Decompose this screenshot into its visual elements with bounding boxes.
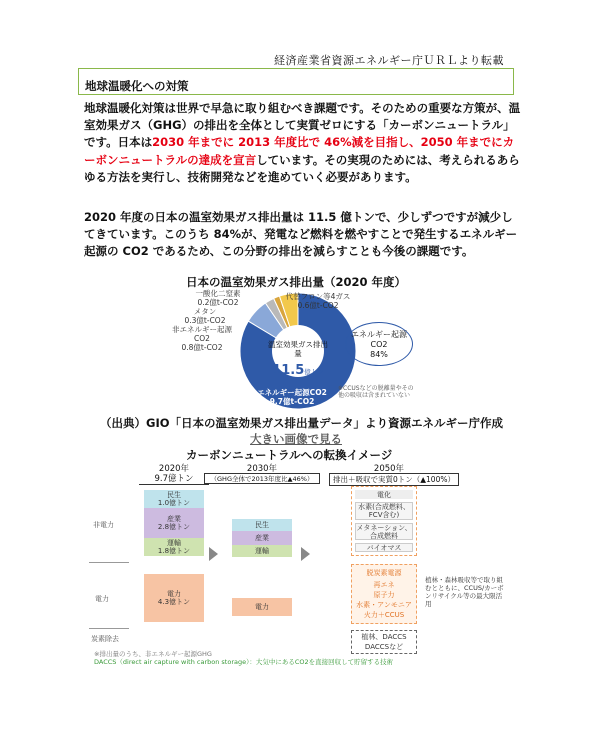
pie-callout-value: 84%	[370, 350, 388, 359]
transition-diagram-title: カーボンニュートラルへの転換イメージ	[186, 448, 393, 462]
pie-center-unit: 億トン	[304, 368, 324, 376]
bar-2020-unyu-value: 1.8億トン	[157, 547, 191, 555]
item-2050-thermal-ccus: 火力＋CCUS	[363, 610, 405, 619]
year-2030-sub: （GHG全体で2013年度比▲46%）	[204, 473, 320, 484]
bar-2020-minsei-value: 1.0億トン	[157, 499, 191, 507]
item-2050-removal-2: DACCSなど	[364, 642, 404, 651]
pie-label-fluorocarbon-value: 0.6億t-CO2	[297, 301, 339, 310]
bar-2020-unyu	[144, 538, 204, 556]
pie-label-nonenergy	[170, 325, 234, 352]
item-2050-decarbon: 脱炭素電源	[366, 569, 402, 577]
bar-2020-power-value: 4.3億トン	[157, 598, 191, 606]
bar-2020-sangyo	[144, 508, 204, 538]
pie-label-methane-name: メタン	[193, 307, 217, 316]
section-title: 地球温暖化への対策	[78, 68, 514, 95]
arrow-2020-2030	[209, 547, 218, 561]
diagram-footnote-1: ※排出量のうち、非エネルギー起源GHG	[94, 650, 212, 658]
bar-2020-minsei-name: 民生	[167, 491, 181, 499]
item-2050-electrify: 電化	[355, 490, 413, 499]
year-2030: 2030年	[246, 464, 278, 474]
pie-label-energy-name: エネルギー起源CO2	[257, 388, 327, 397]
pie-label-methane-value: 0.3億t-CO2	[184, 316, 226, 325]
bar-2020-sangyo-value: 2.8億トン	[157, 523, 191, 531]
pie-center-value	[272, 359, 324, 378]
view-large-image-link[interactable]: 大きい画像で見る	[250, 432, 342, 446]
bar-2030-minsei: 民生	[232, 519, 292, 531]
bar-2030-unyu: 運輸	[232, 545, 292, 557]
row-divider-1	[89, 562, 129, 563]
year-2050: 2050年	[373, 464, 405, 474]
pie-label-methane	[175, 307, 235, 325]
para1-text-3: しています。その実現のためには、考えられるあらゆる方法を実行し、技術開発などを進めていく必要があります。	[84, 152, 520, 184]
pie-center-label: 温室効果ガス排出量	[268, 340, 328, 358]
pie-label-n2o	[188, 289, 248, 307]
pie-label-nonenergy-value: 0.8億t-CO2	[181, 343, 223, 352]
bar-2020-power-name: 電力	[167, 590, 181, 598]
row-label-removal: 炭素除去	[91, 635, 119, 643]
year-2020: 2020年	[158, 464, 190, 474]
para1-highlight: 2030 年までに 2013 年度比で 46%減を目指し、2050 年までにカーボンニュートラルの達成を宣言	[84, 135, 515, 167]
item-2050-methanation: メタネーション、合成燃料	[356, 523, 412, 540]
pie-label-fluorocarbon	[276, 292, 360, 310]
bar-2020-unyu-name: 運輸	[167, 539, 181, 547]
item-2050-renewable: 再エネ	[373, 580, 395, 589]
year-2020-sub: 9.7億トン	[139, 472, 209, 485]
bar-2020-minsei	[144, 490, 204, 508]
row-label-nonpower: 非電力	[93, 521, 114, 529]
item-2050-nuclear: 原子力	[373, 590, 395, 599]
row-divider-2	[89, 628, 129, 629]
pie-label-n2o-value: 0.2億t-CO2	[197, 298, 239, 307]
diagram-footnote-2: DACCS（direct air capture with carbon storage）：大気中にあるCO2を直接回収して貯留する技術	[94, 658, 394, 666]
source-credit: （出典）GIO「日本の温室効果ガス排出量データ」より資源エネルギー庁作成	[100, 416, 503, 430]
pie-label-energy-value: 9.7億t-CO2	[269, 397, 315, 406]
transition-diagram	[89, 462, 513, 668]
bar-2020-sangyo-name: 産業	[167, 515, 181, 523]
pie-label-fluorocarbon-name: 代替フロン等4ガス	[285, 292, 351, 301]
bar-2020-power	[144, 574, 204, 622]
bar-2030-power: 電力	[232, 598, 292, 616]
pie-footnote: ※CCUSなどの脱離量やその他の吸収は含まれていない	[338, 385, 414, 399]
pie-center-number: 11.5	[272, 363, 305, 378]
pie-callout-bubble	[345, 322, 413, 366]
row-label-power: 電力	[95, 595, 109, 603]
paragraph-emissions: 2020 年度の日本の温室効果ガス排出量は 11.5 億トンで、少しずつですが減少してきています。このうち 84%が、発電など燃料を燃やすことで発生するエネルギー起源の CO2 であるため、この分野の排出を減らすことも今後の課題です。	[84, 210, 518, 259]
paragraph-intro	[84, 100, 524, 186]
item-2050-hydrogen: 水素(合成燃料、FCV含む)	[355, 502, 413, 520]
pie-chart-title: 日本の温室効果ガス排出量（2020 年度）	[186, 275, 407, 289]
source-note: 経済産業省資源エネルギー庁ＵＲＬより転載	[274, 54, 504, 67]
pie-label-n2o-name: 一酸化二窒素	[195, 289, 241, 298]
pie-label-nonenergy-name: 非エネルギー起源CO2	[172, 325, 232, 343]
pie-callout-name: エネルギー起源CO2	[351, 330, 407, 349]
arrow-2030-2050	[301, 547, 310, 561]
note-2050-ccus: 植林・森林吸収等で取り組むとともに、CCUS/カーボンリサイクル等の最大限活用	[425, 576, 504, 608]
pie-label-energy	[252, 388, 332, 406]
item-2050-removal-1: 植林、DACCS	[361, 632, 407, 641]
para1-text-1: 地球温暖化対策は世界で早急に取り組むべき課題です。そのための重要な方策が、温室効果ガス（GHG）の排出を全体として実質ゼロにする「カーボンニュートラル」です。日本は	[84, 101, 521, 150]
bar-2030-sangyo: 産業	[232, 531, 292, 545]
year-2050-sub: 排出＋吸収で実質0トン（▲100%）	[329, 473, 459, 486]
item-2050-biomass: バイオマス	[355, 543, 413, 552]
item-2050-hydrogen-ammonia: 水素・アンモニア	[356, 600, 412, 609]
